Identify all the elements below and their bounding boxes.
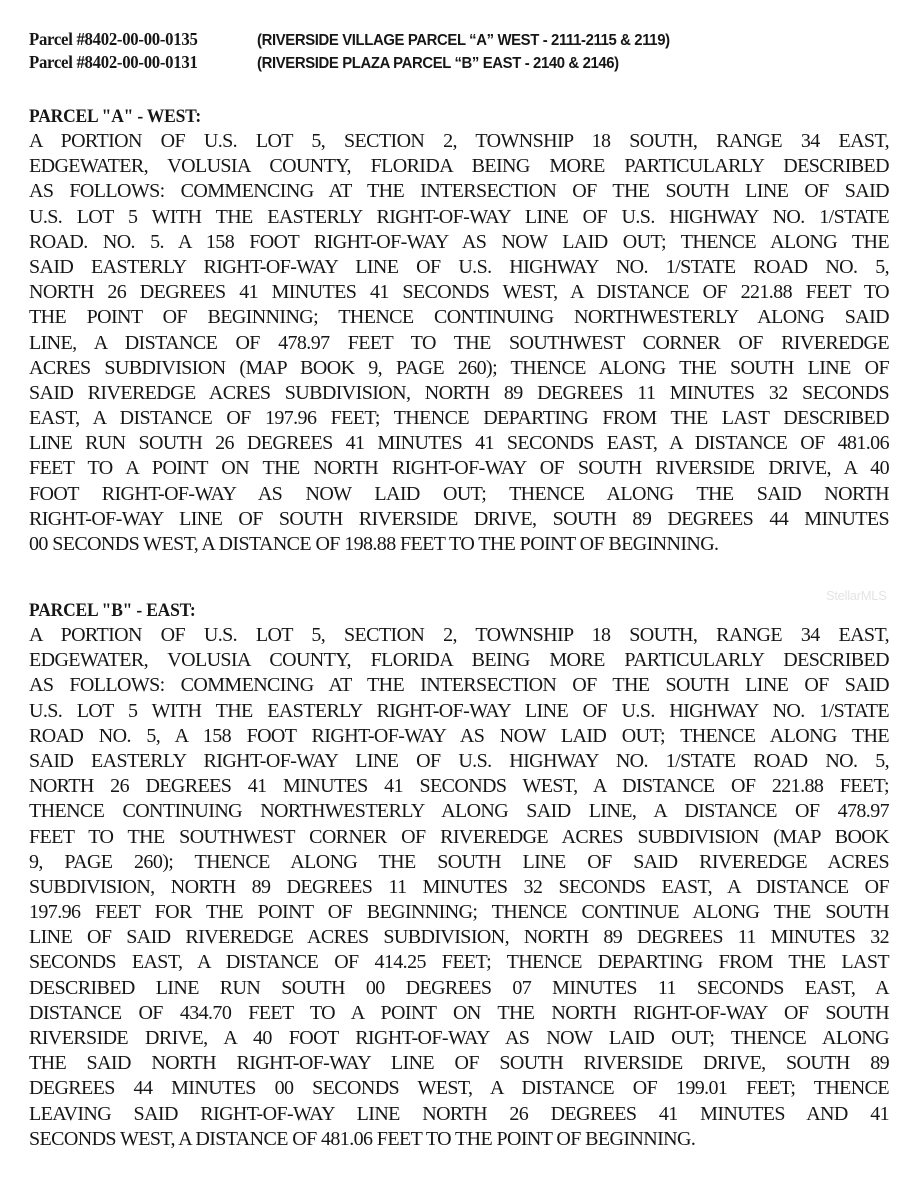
legal-description-line: 9, PAGE 260); THENCE ALONG THE SOUTH LINE OF SAID RIVEREDGE ACRES xyxy=(29,850,889,873)
parcel-number: Parcel #8402-00-00-0131 xyxy=(29,52,198,72)
legal-description-line: LINE OF SAID RIVEREDGE ACRES SUBDIVISION, NORTH 89 DEGREES 11 MINUTES 32 xyxy=(29,926,889,949)
legal-description-line: RIGHT-OF-WAY LINE OF SOUTH RIVERSIDE DRIVE, SOUTH 89 DEGREES 44 MINUTES xyxy=(29,507,889,530)
legal-description-line: A PORTION OF U.S. LOT 5, SECTION 2, TOWNSHIP 18 SOUTH, RANGE 34 EAST, xyxy=(29,130,889,152)
legal-description-line: NORTH 26 DEGREES 41 MINUTES 41 SECONDS WEST, A DISTANCE OF 221.88 FEET; xyxy=(29,775,889,798)
legal-description-line: AS FOLLOWS: COMMENCING AT THE INTERSECTION OF THE SOUTH LINE OF SAID xyxy=(29,674,889,697)
legal-description-line: FOOT RIGHT-OF-WAY AS NOW LAID OUT; THENCE ALONG THE SAID NORTH xyxy=(29,482,889,505)
legal-description-line: SUBDIVISION, NORTH 89 DEGREES 11 MINUTES 32 SECONDS EAST, A DISTANCE OF xyxy=(29,875,889,898)
parcel-header-line-b xyxy=(29,51,701,74)
section-heading: PARCEL "B" - EAST: xyxy=(29,600,196,621)
legal-description-line: EDGEWATER, VOLUSIA COUNTY, FLORIDA BEING MORE PARTICULARLY DESCRIBED xyxy=(29,649,889,672)
legal-description-line: RIVERSIDE DRIVE, A 40 FOOT RIGHT-OF-WAY AS NOW LAID OUT; THENCE ALONG xyxy=(29,1027,889,1049)
legal-description-line: LEAVING SAID RIGHT-OF-WAY LINE NORTH 26 DEGREES 41 MINUTES AND 41 xyxy=(29,1102,889,1125)
legal-description-line: 197.96 FEET FOR THE POINT OF BEGINNING; THENCE CONTINUE ALONG THE SOUTH xyxy=(29,901,889,924)
parcel-description: (RIVERSIDE PLAZA PARCEL “B” EAST - 2140 & 2146) xyxy=(257,55,619,72)
legal-description-line: DEGREES 44 MINUTES 00 SECONDS WEST, A DISTANCE OF 199.01 FEET; THENCE xyxy=(29,1077,889,1100)
parcel-header xyxy=(29,28,701,74)
legal-description-line: THE POINT OF BEGINNING; THENCE CONTINUING NORTHWESTERLY ALONG SAID xyxy=(29,306,889,329)
legal-description-line: LINE RUN SOUTH 26 DEGREES 41 MINUTES 41 SECONDS EAST, A DISTANCE OF 481.06 xyxy=(29,432,889,455)
legal-description-line: SAID EASTERLY RIGHT-OF-WAY LINE OF U.S. HIGHWAY NO. 1/STATE ROAD NO. 5, xyxy=(29,749,889,772)
parcel-header-line-a xyxy=(29,28,701,51)
legal-description-line: AS FOLLOWS: COMMENCING AT THE INTERSECTION OF THE SOUTH LINE OF SAID xyxy=(29,180,889,203)
legal-description-line: ROAD. NO. 5. A 158 FOOT RIGHT-OF-WAY AS NOW LAID OUT; THENCE ALONG THE xyxy=(29,230,889,253)
legal-description-line: U.S. LOT 5 WITH THE EASTERLY RIGHT-OF-WAY LINE OF U.S. HIGHWAY NO. 1/STATE xyxy=(29,205,889,228)
parcel-number: Parcel #8402-00-00-0135 xyxy=(29,29,198,49)
legal-description-line: SECONDS EAST, A DISTANCE OF 414.25 FEET; THENCE DEPARTING FROM THE LAST xyxy=(29,951,889,974)
legal-description-line: A PORTION OF U.S. LOT 5, SECTION 2, TOWNSHIP 18 SOUTH, RANGE 34 EAST, xyxy=(29,624,889,646)
legal-description-line: DISTANCE OF 434.70 FEET TO A POINT ON THE NORTH RIGHT-OF-WAY OF SOUTH xyxy=(29,1001,889,1024)
legal-description-line: EAST, A DISTANCE OF 197.96 FEET; THENCE DEPARTING FROM THE LAST DESCRIBED xyxy=(29,407,889,430)
legal-description-line: 00 SECONDS WEST, A DISTANCE OF 198.88 FEET TO THE POINT OF BEGINNING. xyxy=(29,533,719,555)
parcel-description: (RIVERSIDE VILLAGE PARCEL “A” WEST - 2111-2115 & 2119) xyxy=(257,32,670,49)
stellarmls-watermark: StellarMLS xyxy=(826,588,887,603)
legal-description-line: FEET TO A POINT ON THE NORTH RIGHT-OF-WAY OF SOUTH RIVERSIDE DRIVE, A 40 xyxy=(29,457,889,480)
parcel-b-section xyxy=(29,598,889,1152)
legal-description-line: NORTH 26 DEGREES 41 MINUTES 41 SECONDS WEST, A DISTANCE OF 221.88 FEET TO xyxy=(29,281,889,304)
legal-description-line: ACRES SUBDIVISION (MAP BOOK 9, PAGE 260); THENCE ALONG THE SOUTH LINE OF xyxy=(29,356,889,379)
legal-description-line: ROAD NO. 5, A 158 FOOT RIGHT-OF-WAY AS NOW LAID OUT; THENCE ALONG THE xyxy=(29,724,889,747)
legal-description-line: EDGEWATER, VOLUSIA COUNTY, FLORIDA BEING MORE PARTICULARLY DESCRIBED xyxy=(29,155,889,178)
legal-description-line: SAID RIVEREDGE ACRES SUBDIVISION, NORTH 89 DEGREES 11 MINUTES 32 SECONDS xyxy=(29,381,889,404)
legal-description-line: DESCRIBED LINE RUN SOUTH 00 DEGREES 07 MINUTES 11 SECONDS EAST, A xyxy=(29,976,889,999)
legal-description-line: U.S. LOT 5 WITH THE EASTERLY RIGHT-OF-WAY LINE OF U.S. HIGHWAY NO. 1/STATE xyxy=(29,699,889,722)
legal-description-line: FEET TO THE SOUTHWEST CORNER OF RIVEREDGE ACRES SUBDIVISION (MAP BOOK xyxy=(29,825,889,848)
legal-description-line: SECONDS WEST, A DISTANCE OF 481.06 FEET TO THE POINT OF BEGINNING. xyxy=(29,1127,696,1150)
legal-description-line: LINE, A DISTANCE OF 478.97 FEET TO THE SOUTHWEST CORNER OF RIVEREDGE xyxy=(29,331,889,354)
legal-description-line: THE SAID NORTH RIGHT-OF-WAY LINE OF SOUTH RIVERSIDE DRIVE, SOUTH 89 xyxy=(29,1052,889,1075)
legal-description-line: SAID EASTERLY RIGHT-OF-WAY LINE OF U.S. HIGHWAY NO. 1/STATE ROAD NO. 5, xyxy=(29,255,889,278)
legal-description-line: THENCE CONTINUING NORTHWESTERLY ALONG SAID LINE, A DISTANCE OF 478.97 xyxy=(29,800,889,823)
parcel-a-section xyxy=(29,104,889,557)
section-heading: PARCEL "A" - WEST: xyxy=(29,106,201,127)
